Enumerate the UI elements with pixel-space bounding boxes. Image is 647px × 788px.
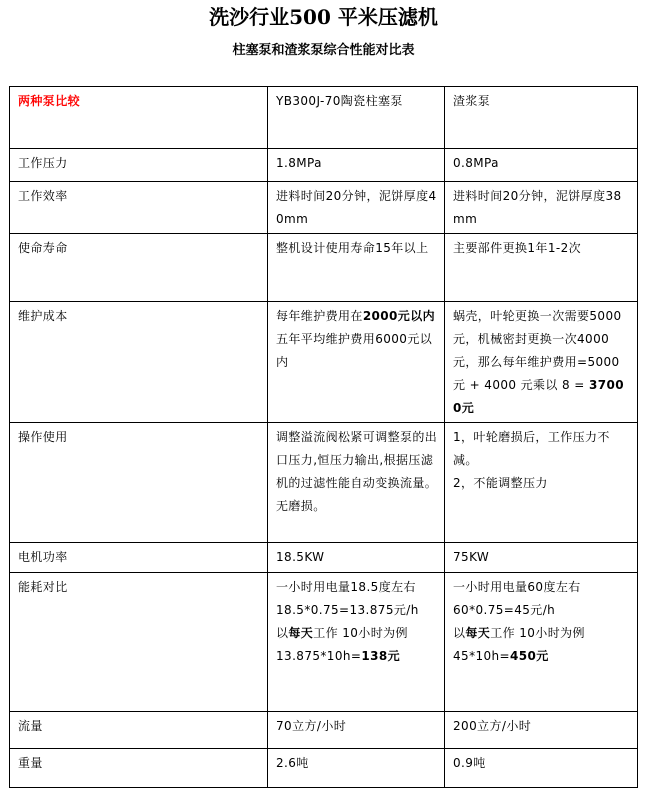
row-col2: 75KW — [445, 543, 638, 573]
table-row — [10, 182, 638, 234]
comparison-table — [9, 86, 638, 788]
energy-col2-line1: 一小时用电量60度左右 — [453, 580, 581, 594]
row-label: 操作使用 — [10, 423, 268, 543]
energy-col2-line3: 以每天工作 10小时为例 — [453, 626, 585, 640]
row-col2 — [445, 423, 638, 543]
row-label: 流量 — [10, 712, 268, 749]
operation-col2-line1: 1，叶轮磨损后，工作压力不减。 — [453, 430, 610, 467]
energy-col2-line4: 45*10h=450元 — [453, 649, 549, 663]
document-title: 洗沙行业500 平米压滤机 — [209, 5, 438, 29]
table-row — [10, 423, 638, 543]
operation-col1-line1: 调整溢流阀松紧可调整泵的出口压力,恒压力输出,根据压滤机的过滤性能自动变换流量。 — [276, 430, 438, 490]
row-label: 能耗对比 — [10, 573, 268, 712]
table-header-row — [10, 87, 638, 149]
energy-col1-line4: 13.875*10h=138元 — [276, 649, 400, 663]
table-row — [10, 234, 638, 302]
maintenance-col1-line1: 每年维护费用在2000元以内 — [276, 309, 436, 323]
maintenance-col1-line2: 五年平均维护费用6000元以内 — [276, 332, 433, 369]
table-row — [10, 749, 638, 788]
operation-col2-line2: 2，不能调整压力 — [453, 476, 548, 490]
row-col2: 200立方/小时 — [445, 712, 638, 749]
row-label: 维护成本 — [10, 302, 268, 423]
row-col1: 70立方/小时 — [268, 712, 445, 749]
header-label: 两种泵比较 — [18, 94, 81, 108]
row-col1: 整机设计使用寿命15年以上 — [268, 234, 445, 302]
row-col2: 0.8MPa — [445, 149, 638, 182]
header-col2: 渣浆泵 — [453, 94, 491, 108]
energy-col1-line3: 以每天工作 10小时为例 — [276, 626, 408, 640]
table-row — [10, 302, 638, 423]
maintenance-col1-bold: 2000元以内 — [362, 309, 436, 323]
energy-col2-line2: 60*0.75=45元/h — [453, 603, 556, 617]
row-col1: 2.6吨 — [268, 749, 445, 788]
row-col2 — [445, 573, 638, 712]
maintenance-col2-bold: 37000元 — [453, 378, 624, 415]
energy-col1-line2: 18.5*0.75=13.875元/h — [276, 603, 419, 617]
header-col1: YB300J-70陶瓷柱塞泵 — [276, 94, 403, 108]
row-col2: 进料时间20分钟，泥饼厚度38mm — [445, 182, 638, 234]
header-col2-cell — [445, 87, 638, 149]
row-col2: 0.9吨 — [445, 749, 638, 788]
row-col2 — [445, 302, 638, 423]
row-label: 使命寿命 — [10, 234, 268, 302]
table-row — [10, 149, 638, 182]
row-col1: 18.5KW — [268, 543, 445, 573]
header-label-cell — [10, 87, 268, 149]
energy-col2-total: 450元 — [510, 649, 549, 663]
row-col1: 进料时间20分钟，泥饼厚度40mm — [268, 182, 445, 234]
row-col1 — [268, 302, 445, 423]
row-col1 — [268, 423, 445, 543]
energy-col1-line1: 一小时用电量18.5度左右 — [276, 580, 416, 594]
header-col1-cell — [268, 87, 445, 149]
row-col2: 主要部件更换1年1-2次 — [445, 234, 638, 302]
row-label: 电机功率 — [10, 543, 268, 573]
document-subtitle: 柱塞泵和渣浆泵综合性能对比表 — [232, 43, 415, 58]
row-label: 重量 — [10, 749, 268, 788]
table-row — [10, 712, 638, 749]
row-label: 工作效率 — [10, 182, 268, 234]
maintenance-col2-text: 蜗壳，叶轮更换一次需要5000元，机械密封更换一次4000元，那么每年维护费用=5000 元 + 4000 元乘以 8 = 37000元 — [453, 309, 624, 415]
table-row — [10, 543, 638, 573]
table-row — [10, 573, 638, 712]
row-col1 — [268, 573, 445, 712]
row-col1: 1.8MPa — [268, 149, 445, 182]
energy-col1-total: 138元 — [361, 649, 400, 663]
operation-col1-line2: 无磨损。 — [276, 499, 326, 513]
row-label: 工作压力 — [10, 149, 268, 182]
